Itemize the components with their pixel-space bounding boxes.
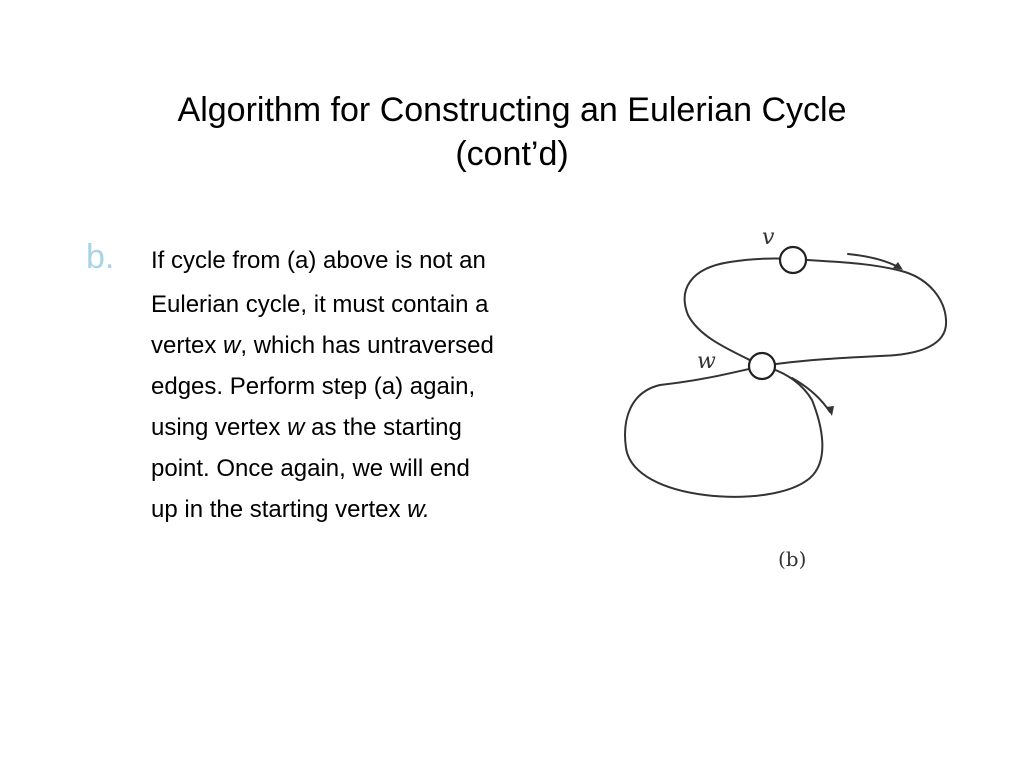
- bullet-line-4: edges. Perform step (a) again,: [151, 373, 476, 400]
- slide-title-line2: (cont’d): [455, 135, 569, 173]
- vertex-w-ref: w.: [407, 496, 430, 523]
- upper-cycle-edge: [685, 258, 946, 366]
- bullet-line-5: using vertex w as the starting: [151, 414, 462, 441]
- lower-cycle-edge: [625, 366, 822, 497]
- vertex-w-label: w: [697, 349, 716, 374]
- vertex-w-node: [749, 353, 775, 379]
- bullet-line-7: up in the starting vertex w.: [151, 496, 430, 523]
- bullet-line-6: point. Once again, we will end: [151, 455, 470, 482]
- bullet-line-1: If cycle from (a) above is not an: [151, 247, 486, 274]
- vertex-w-ref: w: [287, 414, 305, 441]
- slide-title-line1: Algorithm for Constructing an Eulerian Cycle: [177, 91, 847, 129]
- eulerian-cycle-figure: [600, 215, 960, 575]
- slide-title: [0, 88, 1024, 176]
- bullet-marker: b.: [86, 238, 115, 276]
- bullet-line-2: Eulerian cycle, it must contain a: [151, 291, 489, 318]
- lower-arrowhead: [826, 406, 834, 416]
- figure-caption: (b): [778, 547, 807, 571]
- vertex-w-ref: w: [223, 332, 241, 359]
- bullet-line-3: vertex w, which has untraversed: [151, 332, 494, 359]
- vertex-v-label: v: [762, 225, 775, 250]
- vertex-v-node: [780, 247, 806, 273]
